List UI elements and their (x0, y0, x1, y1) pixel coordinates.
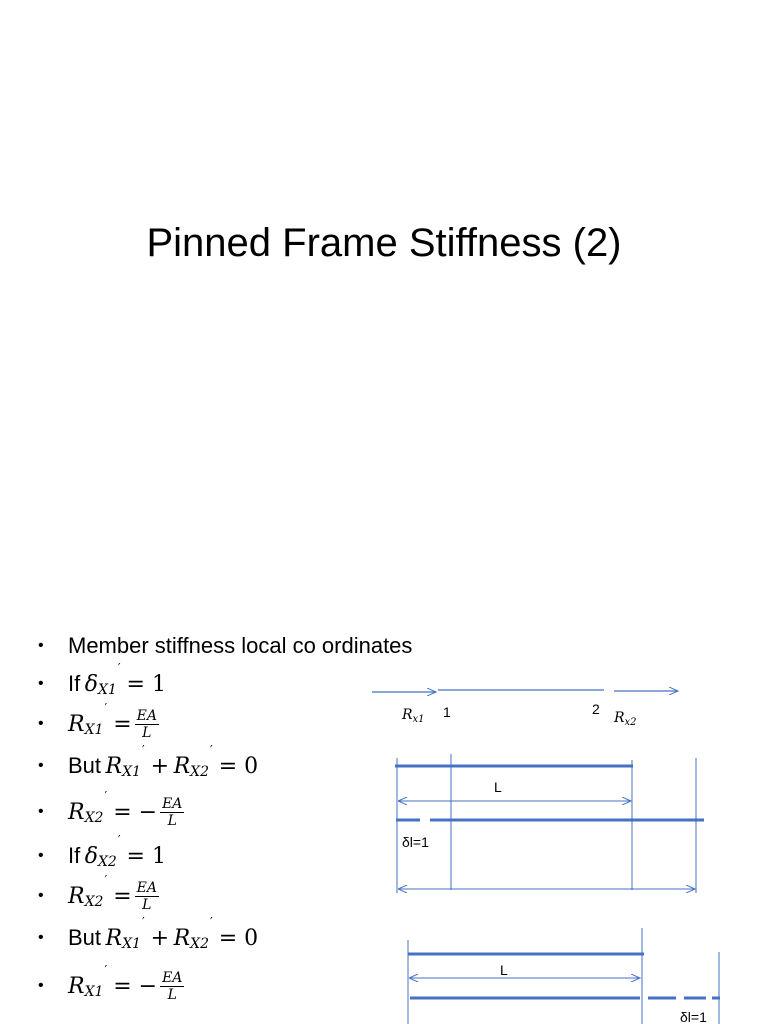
bullet-rx2-eq-ea-l: • R X2 ′ = $\frac{EA}{L}$ (38, 873, 157, 913)
label-length-2: L (500, 962, 508, 978)
bullet-rx1-eq-neg-ea-l: • R X1 ′ = − $\frac{EA}{L}$ (38, 963, 183, 1003)
bullet-rx2-eq-neg-ea-l: • R X2 ′ = − $\frac{EA}{L}$ (38, 789, 183, 829)
bullet-but-sum-1: • But R X1 ′ + R X2 ′ = 0 (38, 743, 259, 780)
label-delta-2: δl=1 (680, 1009, 707, 1024)
bullet-text: Member stiffness local co ordinates (68, 633, 413, 658)
bullet-if-delta-x2: • If δ X2 ′ = 1 (38, 833, 166, 870)
bullet-but-sum-2: • But R X1 ′ + R X2 ′ = 0 (38, 915, 259, 952)
label-rx1: $R_{x1}$ (402, 707, 425, 725)
label-node-1: 1 (443, 704, 451, 720)
fraction: $\frac{EA}{L}$ (136, 707, 157, 741)
label-delta-1: δl=1 (402, 834, 429, 850)
bullet-dot: • (38, 637, 44, 654)
label-length-1: L (494, 779, 502, 795)
bullet-if-delta-x1: • If δ X1 ′ = 1 (38, 661, 166, 698)
label-rx2: $R_{x2}$ (614, 710, 637, 728)
bullet-rx1-eq-ea-l: • R X1 ′ = $\frac{EA}{L}$ (38, 701, 157, 741)
slide-title: Pinned Frame Stiffness (2) (146, 221, 622, 265)
label-node-2: 2 (592, 701, 600, 717)
